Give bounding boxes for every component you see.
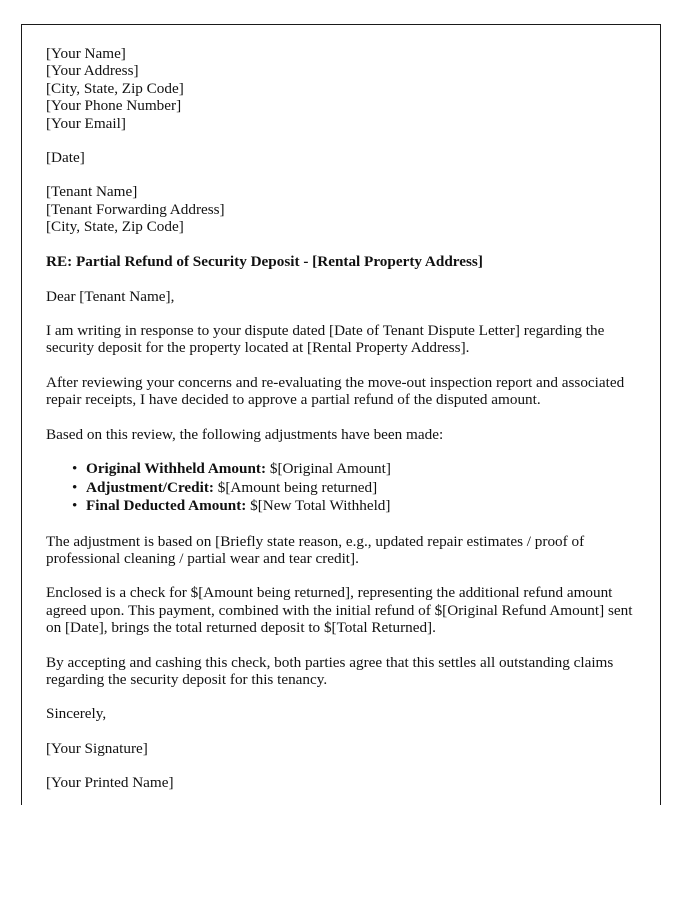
adjustment-label-adjustment-credit: Adjustment/Credit:	[86, 478, 214, 496]
recipient-line-forwarding-address: [Tenant Forwarding Address]	[46, 200, 225, 218]
adjustment-value-original-withheld: $[Original Amount]	[269, 460, 391, 478]
sender-line-address: [Your Address]	[46, 62, 139, 80]
recipient-address-block	[46, 183, 634, 235]
list-item	[86, 460, 634, 479]
adjustment-label-original-withheld: Original Withheld Amount:	[86, 460, 267, 478]
recipient-line-city-state-zip: [City, State, Zip Code]	[46, 218, 184, 236]
sender-line-name: [Your Name]	[46, 45, 126, 62]
body-paragraph-5: Enclosed is a check for $[Amount being returned], representing the additional refund amount agreed upon. This payment, combined with the initial refund of $[Original Refund Amount] sent on [Date], brings the total returned deposit to $[Total Returned].	[46, 584, 633, 637]
list-item	[86, 479, 634, 498]
closing-salutation: Sincerely,	[46, 705, 107, 723]
sender-address-block	[46, 45, 634, 132]
adjustment-value-final-deducted: $[New Total Withheld]	[250, 497, 391, 515]
body-paragraph-4: The adjustment is based on [Briefly state reason, e.g., updated repair estimates / proof of professional cleaning / partial wear and tear credit].	[46, 532, 585, 567]
adjustment-label-final-deducted: Final Deducted Amount:	[86, 497, 247, 515]
recipient-line-name: [Tenant Name]	[46, 183, 138, 201]
date-line: [Date]	[46, 149, 85, 167]
salutation: Dear [Tenant Name],	[46, 287, 175, 305]
list-item	[86, 497, 634, 516]
date-block	[46, 149, 634, 166]
subject-line: RE: Partial Refund of Security Deposit - [Rental Property Address]	[46, 252, 483, 270]
sender-line-email: [Your Email]	[46, 114, 126, 132]
adjustment-value-adjustment-credit: $[Amount being returned]	[217, 478, 378, 496]
sender-line-city-state-zip: [City, State, Zip Code]	[46, 79, 184, 97]
signature-placeholder: [Your Signature]	[46, 739, 148, 757]
sender-line-phone: [Your Phone Number]	[46, 97, 182, 115]
body-paragraph-6: By accepting and cashing this check, both parties agree that this settles all outstanding claims regarding the security deposit for this tenancy.	[46, 653, 614, 689]
letter-content	[46, 45, 634, 792]
body-paragraph-2: After reviewing your concerns and re-evaluating the move-out inspection report and associated repair receipts, I have decided to approve a partial refund of the disputed amount.	[46, 373, 625, 409]
body-paragraph-1: I am writing in response to your dispute dated [Date of Tenant Dispute Letter] regarding the security deposit for the property located at [Rental Property Address].	[46, 322, 605, 357]
body-paragraph-3: Based on this review, the following adjustments have been made:	[46, 425, 444, 443]
adjustments-list	[46, 460, 634, 516]
letter-page	[21, 24, 661, 805]
printed-name-placeholder: [Your Printed Name]	[46, 774, 174, 792]
